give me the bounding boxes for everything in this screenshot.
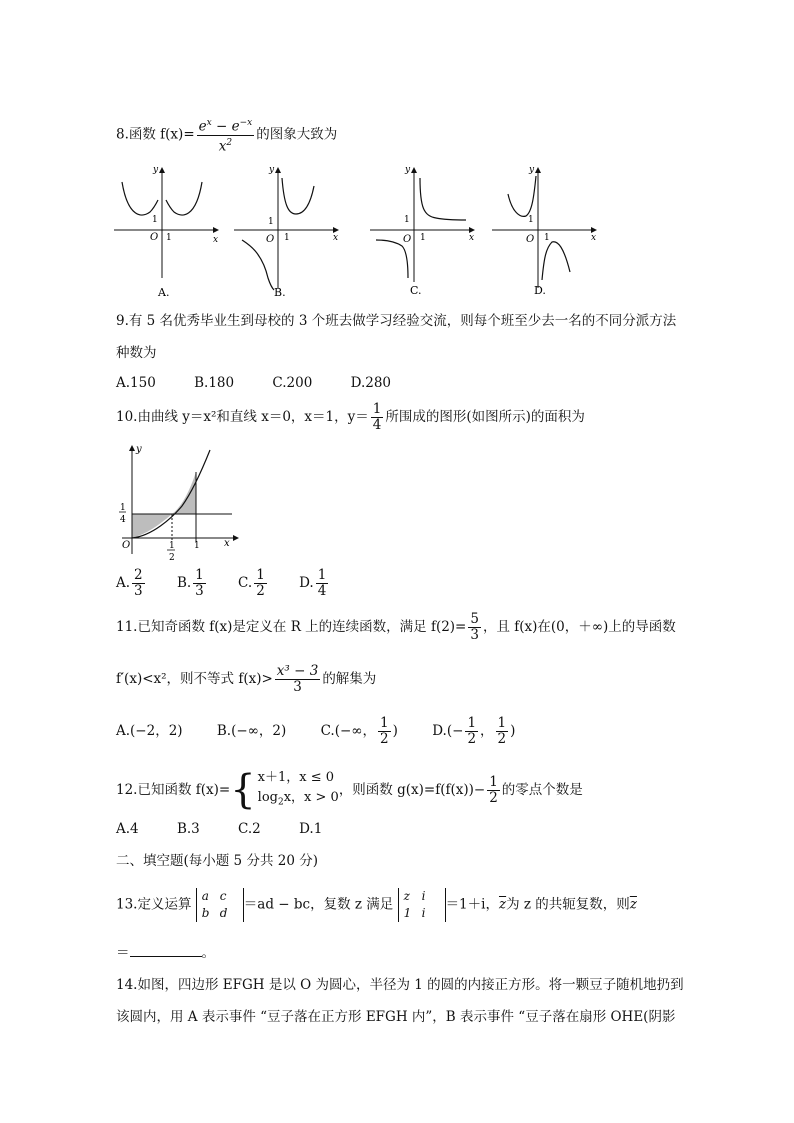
svg-text:O: O [526,234,535,245]
q12-cases: x＋1，x ≤ 0 $\log_2x$，x > 0 [257,770,339,808]
graph-c [370,165,474,297]
q10-option-c: C. $\frac{1}{2}$ [238,567,265,599]
svg-text:x: x [591,233,597,243]
svg-text:4: 4 [120,515,126,525]
svg-text:O: O [150,232,159,243]
q12-option-d: D.1 [299,821,323,837]
svg-text:2: 2 [169,553,175,563]
graph-b [234,165,338,299]
svg-text:x: x [213,235,219,245]
q10-stem: 10.由曲线 y＝x²和直线 x＝0，x＝1，y＝ $\frac{1}{4}$ 所围成的图形(如图所示)的面积为 [116,401,585,433]
svg-text:1: 1 [194,541,200,551]
svg-text:y: y [269,165,275,175]
q10-option-b: B. $\frac{1}{3}$ [176,567,204,599]
q11-option-b: B.(−∞，2) [216,723,287,739]
svg-text:1: 1 [152,215,158,225]
svg-text:1: 1 [169,541,175,551]
svg-text:1: 1 [120,503,126,513]
svg-text:y: y [405,165,411,175]
q11-option-c: C.(−∞， $\frac{1}{2}$ ) [320,715,398,747]
q9-option-c: C.200 [272,375,313,391]
q9-line2: 种数为 [116,345,157,361]
svg-text:1: 1 [166,233,172,243]
q13-answer-line: ＝ 。 [116,945,215,961]
svg-text:A.: A. [158,286,170,299]
svg-text:1: 1 [268,217,274,227]
svg-text:x: x [469,233,475,243]
q12-stem: 12.已知函数 f(x)={ x＋1，x ≤ 0 $\log_2x$，x > 0 ，则函数 g(x)=f(f(x))− $\frac{1}{2}$ 的零点个数是 [116,767,583,814]
q11-option-a: A.(−2，2) [116,723,183,739]
graph-d [492,165,596,297]
q10-graph [112,442,252,564]
graph-a [114,165,218,299]
svg-text:1: 1 [404,215,410,225]
q8-fraction: $\frac{e^x - e^{-x}}{x^2}$ [198,118,253,154]
q11-option-d: D.(− $\frac{1}{2}$ ， $\frac{1}{2}$ ) [432,715,516,747]
q8-graphs [0,160,794,310]
svg-text:y: y [529,165,535,175]
svg-text:O: O [266,234,275,245]
q14-line1: 14.如图，四边形 EFGH 是以 O 为圆心，半径为 1 的圆的内接正方形。将一颗豆子随机地扔到 [116,977,684,993]
q13-det1: a c b d [196,888,244,922]
svg-text:O: O [403,234,412,245]
q11-options [116,716,549,747]
q12-option-c: C.2 [238,821,261,837]
svg-text:y: y [136,444,142,455]
q9-options [116,374,425,392]
svg-text:1: 1 [420,233,426,243]
q9-option-d: D.280 [350,375,392,391]
q12-option-b: B.3 [176,821,200,837]
q9-option-b: B.180 [194,375,235,391]
q10-option-d: D. $\frac{1}{4}$ [299,567,327,599]
svg-text:D.: D. [534,284,546,297]
svg-text:B.: B. [274,286,286,299]
q11-line2: f′(x)<x²，则不等式 f(x)> $\frac{\text{x³ − 3}}{3}$ 的解集为 [116,663,377,695]
q10-option-a: A. $\frac{2}{3}$ [116,567,143,599]
svg-text:C.: C. [410,284,422,297]
q13-answer-blank [130,944,202,957]
q9-option-a: A.150 [116,375,156,391]
q11-line1: 11.已知奇函数 f(x)是定义在 R 上的连续函数，满足 f(2)= $\frac{5}{3}$ ，且 f(x)在(0，＋∞)上的导函数 [116,611,676,643]
svg-text:O: O [122,540,131,551]
svg-text:x: x [333,233,339,243]
section2-title: 二、填空题(每小题 5 分共 20 分) [116,853,318,869]
q10-options [116,568,364,599]
q9-line1: 9.有 5 名优秀毕业生到母校的 3 个班去做学习经验交流，则每个班至少去一名的不同分派方法 [116,313,677,329]
svg-text:1: 1 [544,233,550,243]
q13-det2: z i 1 i [398,888,446,922]
q14-line2: 该圆内，用 A 表示事件 “豆子落在正方形 EFGH 内”，B 表示事件 “豆子落在扇形 OHE(阴影 [116,1009,676,1025]
q13-line1: 13.定义运算 a c b d＝ad − bc，复数 z 满足 z i 1 i＝1＋i，$\overline{z}$为 z 的共轭复数，则$\overline{z}$ [116,889,637,920]
svg-text:y: y [153,165,159,175]
svg-text:1: 1 [284,233,290,243]
q8-stem: 8.函数 f(x)= $\frac{e^x - e^{-x}}{x^2}$ 的图象大致为 [116,118,338,154]
svg-text:1: 1 [528,215,534,225]
q12-options [116,820,356,838]
svg-text:x: x [224,538,230,549]
q12-option-a: A.4 [116,821,139,837]
